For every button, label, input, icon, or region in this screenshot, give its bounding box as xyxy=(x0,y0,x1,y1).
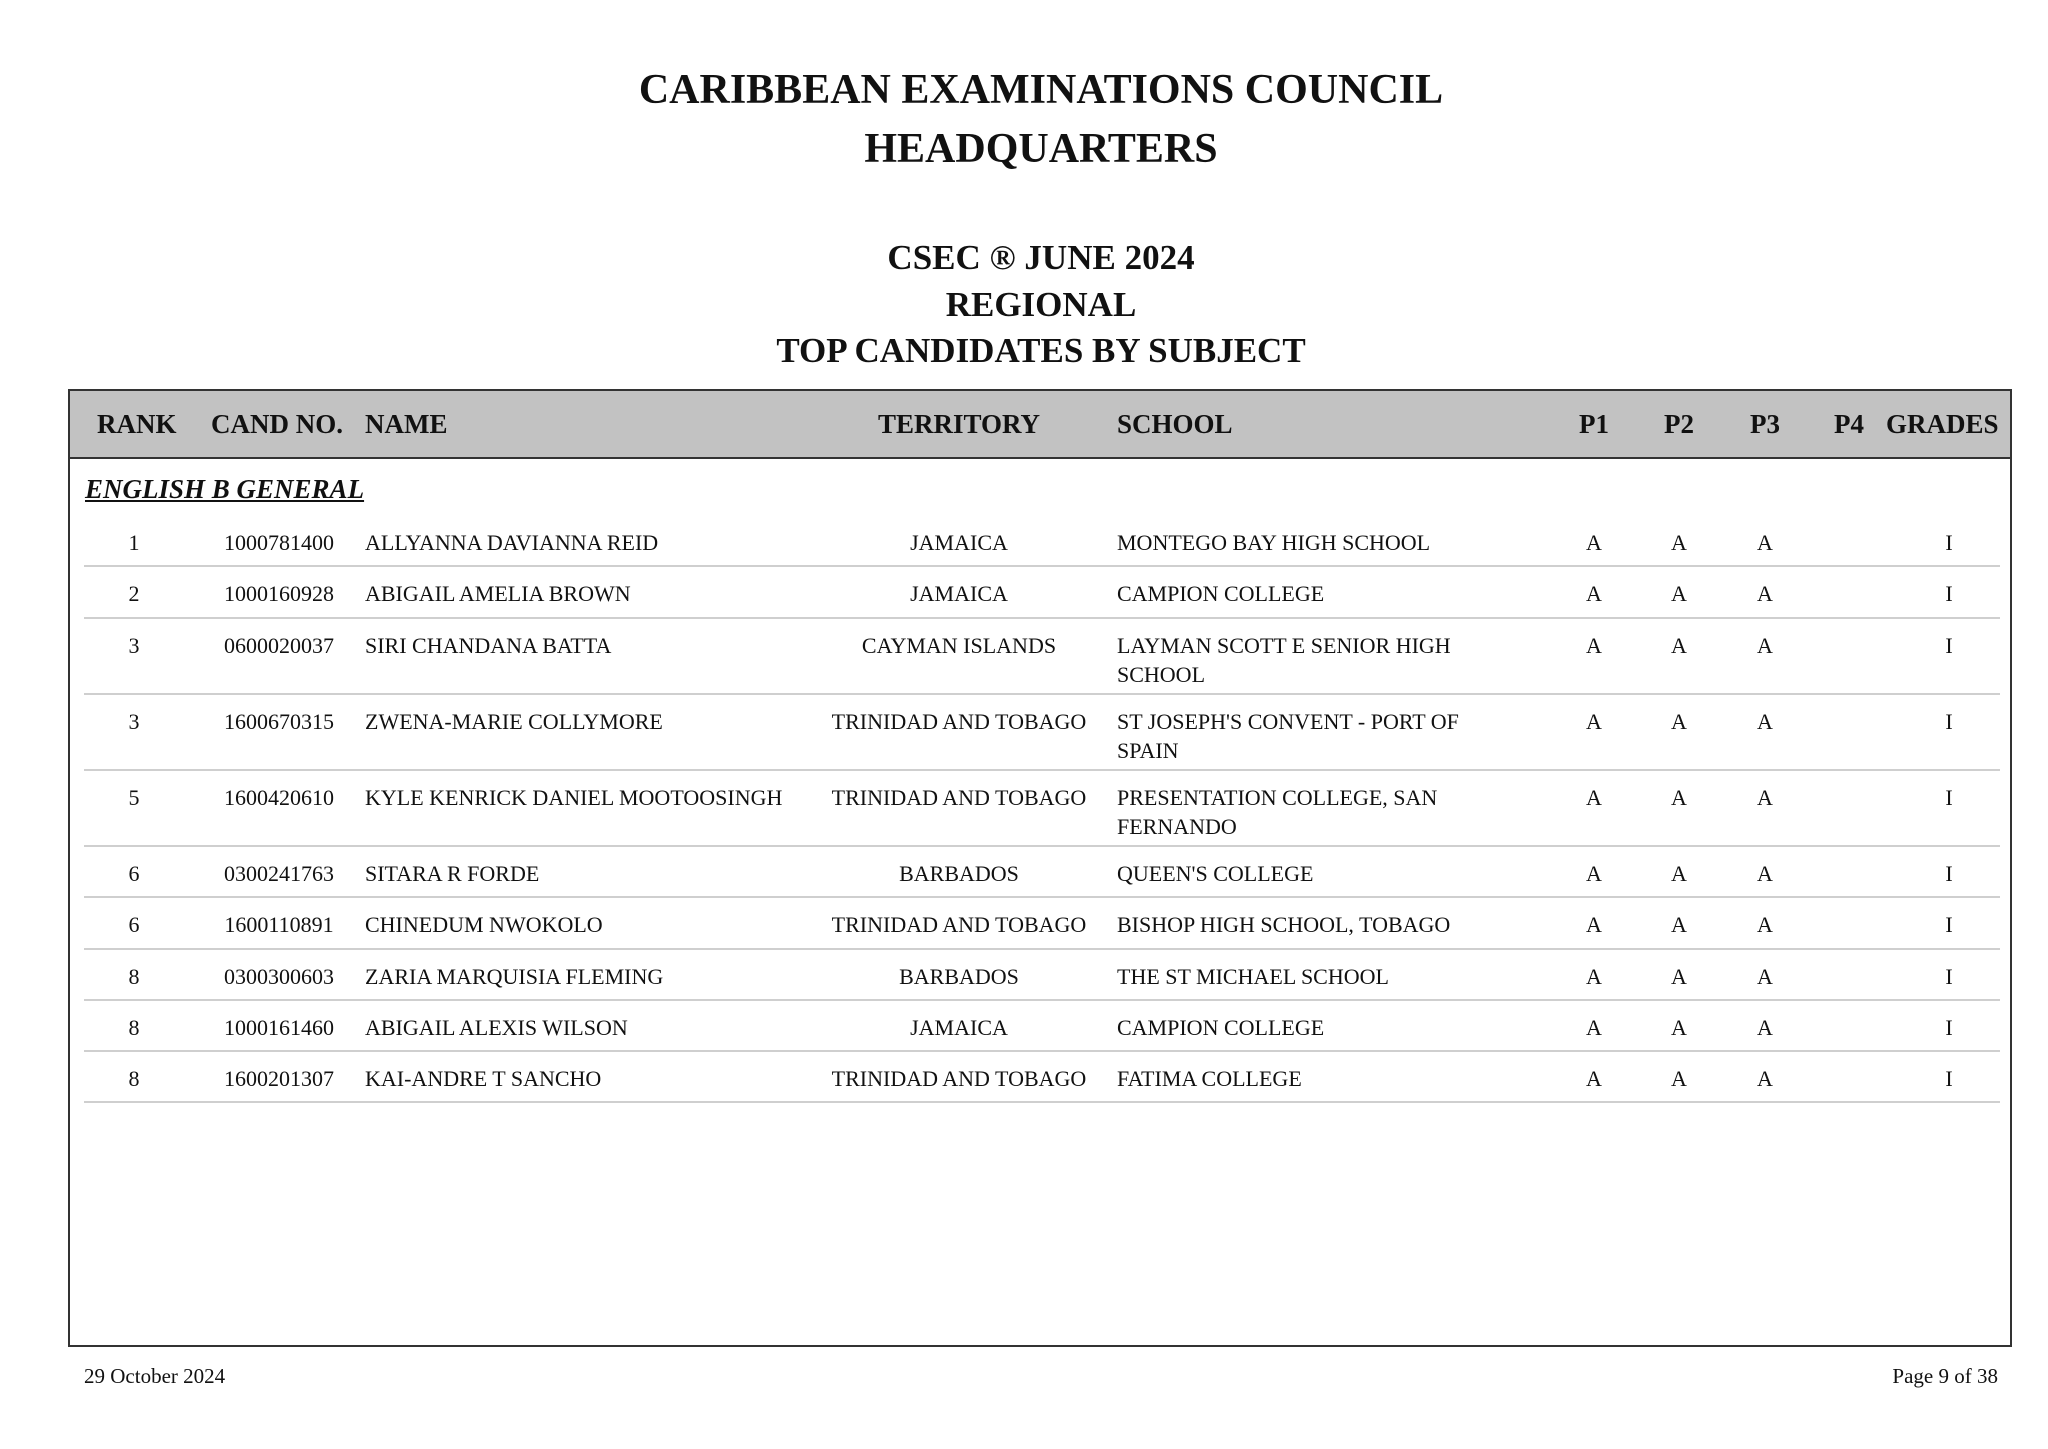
cand-no-cell: 1600420610 xyxy=(224,785,334,810)
grade-cell: I xyxy=(1945,964,1953,989)
p2-cell: A xyxy=(1671,1015,1687,1040)
school-cell: QUEEN'S COLLEGE xyxy=(1117,861,1314,886)
school-cell: LAYMAN SCOTT E SENIOR HIGH SCHOOL xyxy=(1117,633,1451,687)
p1-cell: A xyxy=(1586,530,1602,555)
p1-cell: A xyxy=(1586,912,1602,937)
header-cand-no: CAND NO. xyxy=(211,409,343,439)
p2-cell: A xyxy=(1671,964,1687,989)
p2-cell: A xyxy=(1671,709,1687,734)
p3-cell: A xyxy=(1757,1066,1773,1091)
rank-cell: 8 xyxy=(128,964,140,989)
grade-cell: I xyxy=(1945,1015,1953,1040)
grade-cell: I xyxy=(1945,581,1953,606)
p2-cell: A xyxy=(1671,861,1687,886)
cand-no-cell: 0600020037 xyxy=(224,633,334,658)
territory-cell: CAYMAN ISLANDS xyxy=(861,633,1057,658)
p2-cell: A xyxy=(1671,530,1687,555)
name-cell: KAI-ANDRE T SANCHO xyxy=(365,1066,602,1091)
territory-cell: BARBADOS xyxy=(899,964,1019,989)
rank-cell: 2 xyxy=(128,581,140,606)
rank-cell: 3 xyxy=(128,709,140,734)
table-row xyxy=(84,516,2000,567)
p3-cell: A xyxy=(1757,581,1773,606)
p3-cell: A xyxy=(1757,912,1773,937)
name-cell: ABIGAIL ALEXIS WILSON xyxy=(365,1015,628,1040)
header-territory: TERRITORY xyxy=(877,409,1041,439)
name-cell: ALLYANNA DAVIANNA REID xyxy=(365,530,659,555)
p2-cell: A xyxy=(1671,785,1687,810)
region-subtitle: REGIONAL xyxy=(945,285,1137,324)
cand-no-cell: 1600201307 xyxy=(224,1066,334,1091)
school-cell: BISHOP HIGH SCHOOL, TOBAGO xyxy=(1117,912,1451,937)
header-p2: P2 xyxy=(1664,409,1694,439)
table-row xyxy=(84,898,2000,950)
header-p3: P3 xyxy=(1750,409,1780,439)
page-number: Page 9 of 38 xyxy=(1892,1364,1998,1388)
rank-cell: 8 xyxy=(128,1015,140,1040)
grade-cell: I xyxy=(1945,1066,1953,1091)
header-p1: P1 xyxy=(1579,409,1609,439)
name-cell: SITARA R FORDE xyxy=(365,861,540,886)
page-title-line2: HEADQUARTERS xyxy=(864,126,1218,172)
school-cell: CAMPION COLLEGE xyxy=(1117,581,1325,606)
p1-cell: A xyxy=(1586,1015,1602,1040)
exam-subtitle: CSEC ® JUNE 2024 xyxy=(887,238,1195,277)
p2-cell: A xyxy=(1671,1066,1687,1091)
cand-no-cell: 1600670315 xyxy=(224,709,334,734)
p3-cell: A xyxy=(1757,530,1773,555)
cand-no-cell: 1000160928 xyxy=(224,581,334,606)
school-cell: PRESENTATION COLLEGE, SAN FERNANDO xyxy=(1117,785,1438,839)
p1-cell: A xyxy=(1586,633,1602,658)
name-cell: SIRI CHANDANA BATTA xyxy=(365,633,612,658)
table-row xyxy=(84,619,2000,695)
grade-cell: I xyxy=(1945,912,1953,937)
results-table xyxy=(68,389,2012,1347)
header-rank: RANK xyxy=(97,409,177,439)
page-title: CARIBBEAN EXAMINATIONS COUNCIL xyxy=(638,67,1444,113)
grade-cell: I xyxy=(1945,861,1953,886)
rank-cell: 6 xyxy=(128,912,140,937)
rank-cell: 8 xyxy=(128,1066,140,1091)
p3-cell: A xyxy=(1757,964,1773,989)
name-cell: ABIGAIL AMELIA BROWN xyxy=(365,581,631,606)
grade-cell: I xyxy=(1945,530,1953,555)
report-subtitle: TOP CANDIDATES BY SUBJECT xyxy=(776,331,1306,370)
rank-cell: 3 xyxy=(128,633,140,658)
territory-cell: TRINIDAD AND TOBAGO xyxy=(831,709,1087,734)
territory-cell: TRINIDAD AND TOBAGO xyxy=(831,785,1087,810)
subject-heading: ENGLISH B GENERAL xyxy=(85,474,365,504)
territory-cell: TRINIDAD AND TOBAGO xyxy=(831,1066,1087,1091)
p3-cell: A xyxy=(1757,785,1773,810)
name-cell: ZARIA MARQUISIA FLEMING xyxy=(365,964,664,989)
rank-cell: 6 xyxy=(128,861,140,886)
p3-cell: A xyxy=(1757,1015,1773,1040)
table-row xyxy=(84,950,2000,1001)
table-row xyxy=(84,567,2000,619)
grade-cell: I xyxy=(1945,785,1953,810)
table-header xyxy=(70,391,2010,459)
header-school: SCHOOL xyxy=(1117,409,1233,439)
table-row xyxy=(84,771,2000,847)
school-cell: ST JOSEPH'S CONVENT - PORT OF SPAIN xyxy=(1117,709,1459,763)
p1-cell: A xyxy=(1586,1066,1602,1091)
p1-cell: A xyxy=(1586,581,1602,606)
cand-no-cell: 1000161460 xyxy=(224,1015,334,1040)
header-name: NAME xyxy=(365,409,448,439)
name-cell: ZWENA-MARIE COLLYMORE xyxy=(365,709,663,734)
p1-cell: A xyxy=(1586,964,1602,989)
grade-cell: I xyxy=(1945,633,1953,658)
p2-cell: A xyxy=(1671,581,1687,606)
territory-cell: JAMAICA xyxy=(910,1015,1008,1040)
cand-no-cell: 1000781400 xyxy=(224,530,334,555)
school-cell: CAMPION COLLEGE xyxy=(1117,1015,1325,1040)
table-row xyxy=(84,1052,2000,1103)
header-grades: GRADES xyxy=(1886,409,1999,439)
school-cell: MONTEGO BAY HIGH SCHOOL xyxy=(1117,530,1431,555)
report-date: 29 October 2024 xyxy=(84,1364,226,1388)
name-cell: CHINEDUM NWOKOLO xyxy=(365,912,603,937)
school-cell: THE ST MICHAEL SCHOOL xyxy=(1117,964,1389,989)
table-row xyxy=(84,847,2000,898)
table-row xyxy=(84,1001,2000,1052)
territory-cell: BARBADOS xyxy=(899,861,1019,886)
rank-cell: 5 xyxy=(128,785,140,810)
table-row xyxy=(84,695,2000,771)
cand-no-cell: 0300241763 xyxy=(224,861,334,886)
rank-cell: 1 xyxy=(128,530,140,555)
cand-no-cell: 0300300603 xyxy=(224,964,334,989)
p2-cell: A xyxy=(1671,633,1687,658)
p2-cell: A xyxy=(1671,912,1687,937)
header-p4: P4 xyxy=(1834,409,1864,439)
grade-cell: I xyxy=(1945,709,1953,734)
p3-cell: A xyxy=(1757,633,1773,658)
territory-cell: TRINIDAD AND TOBAGO xyxy=(831,912,1087,937)
territory-cell: JAMAICA xyxy=(910,581,1008,606)
territory-cell: JAMAICA xyxy=(910,530,1008,555)
p1-cell: A xyxy=(1586,709,1602,734)
p3-cell: A xyxy=(1757,861,1773,886)
name-cell: KYLE KENRICK DANIEL MOOTOOSINGH xyxy=(365,785,783,810)
p1-cell: A xyxy=(1586,785,1602,810)
cand-no-cell: 1600110891 xyxy=(224,912,334,937)
p1-cell: A xyxy=(1586,861,1602,886)
p3-cell: A xyxy=(1757,709,1773,734)
school-cell: FATIMA COLLEGE xyxy=(1117,1066,1302,1091)
